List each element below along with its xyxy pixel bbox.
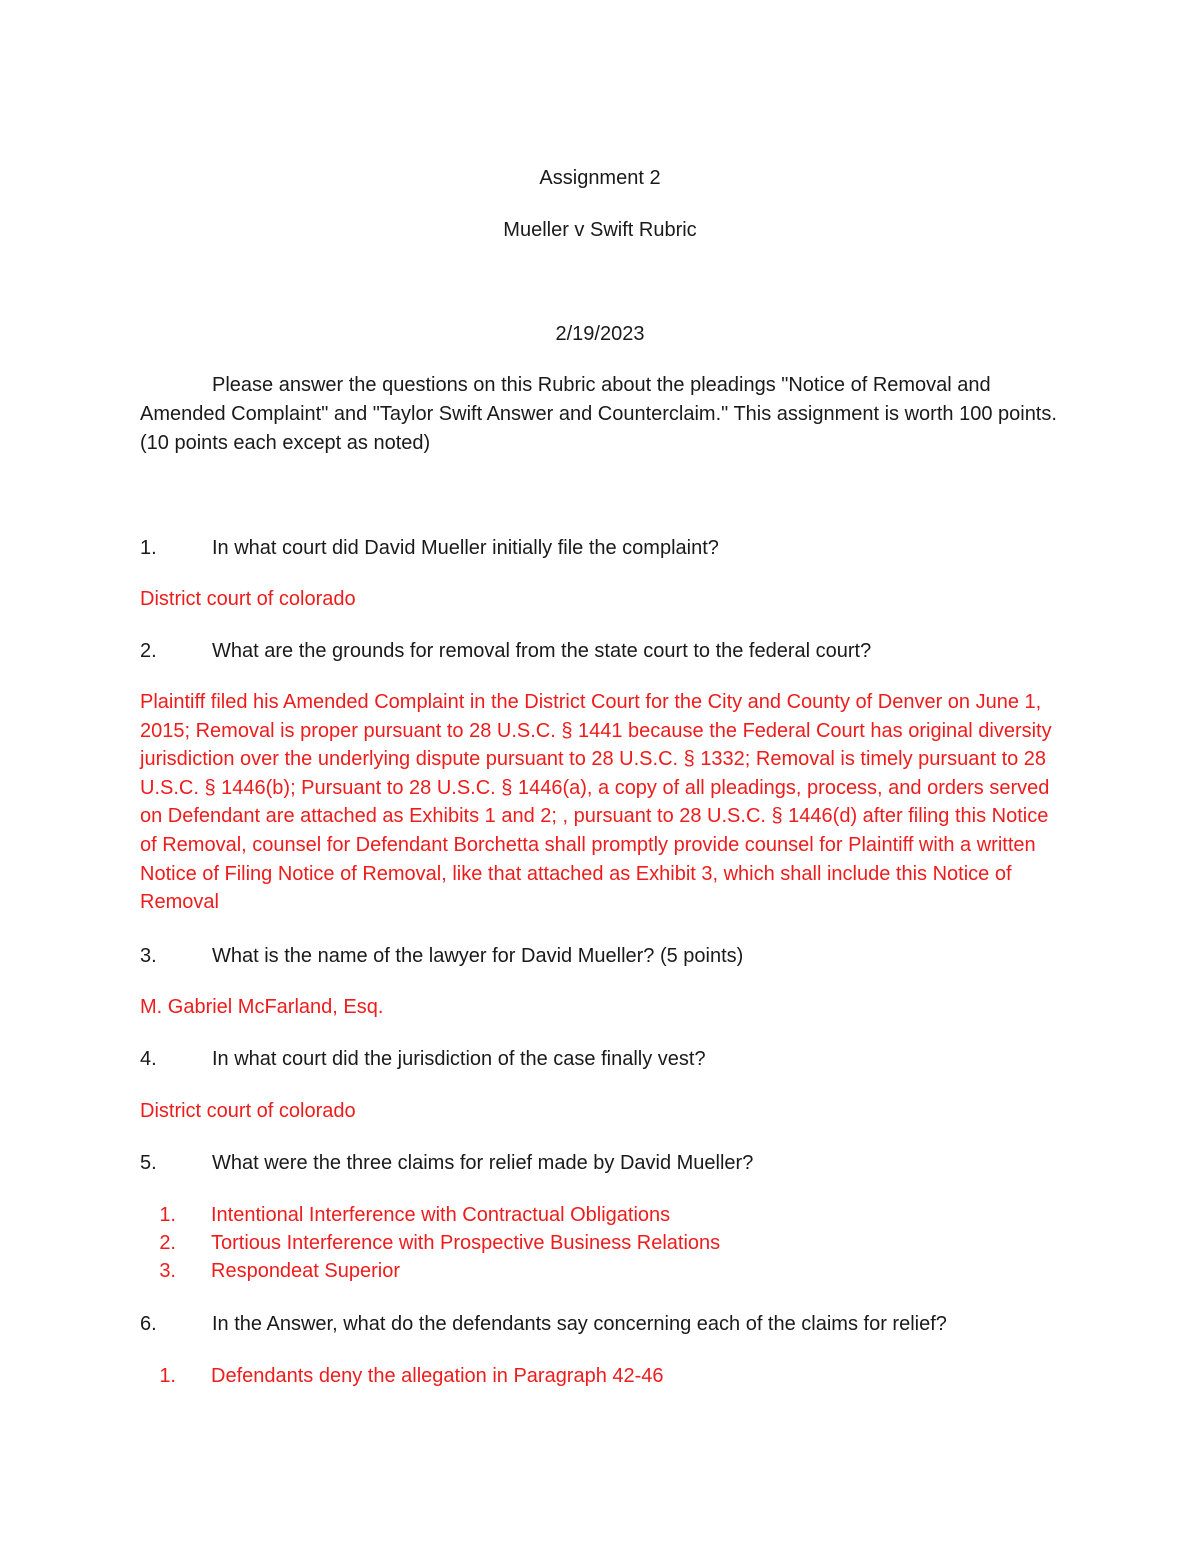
question-text: What are the grounds for removal from the state court to the federal court?: [212, 640, 872, 662]
answer-2: Plaintiff filed his Amended Complaint in the District Court for the City and County of Denver on June 1, 2015; Removal is proper pursuant to 28 U.S.C. § 1441 because the Federal Court has original diversity jurisdiction over the underlying dispute pursuant to 28 U.S.C. § 1332; Removal is timely pursuant to 28 U.S.C. § 1446(b); Pursuant to 28 U.S.C. § 1446(a), a copy of all pleadings, process, and orders served on Defendant are attached as Exhibits 1 and 2; , pursuant to 28 U.S.C. § 1446(d) after filing this Notice of Removal, counsel for Defendant Borchetta shall promptly provide counsel for Plaintiff with a written Notice of Filing Notice of Removal, like that attached as Exhibit 3, which shall include this Notice of Removal: [140, 691, 1052, 914]
document-subtitle: Mueller v Swift Rubric: [503, 219, 697, 241]
question-text: In the Answer, what do the defendants say concerning each of the claims for relief?: [212, 1313, 947, 1335]
question-number: 6.: [140, 1313, 157, 1335]
list-item-text: Defendants deny the allegation in Paragraph 42-46: [211, 1365, 664, 1387]
question-1: [140, 536, 1070, 560]
answer-6-list: [140, 1362, 1070, 1390]
question-number: 3.: [140, 945, 157, 967]
question-text: In what court did David Mueller initially file the complaint?: [212, 537, 719, 559]
list-item: [140, 1257, 1070, 1285]
list-item-text: Tortious Interference with Prospective Business Relations: [211, 1232, 721, 1254]
question-text: In what court did the jurisdiction of the case finally vest?: [212, 1048, 706, 1070]
list-item-text: Intentional Interference with Contractual Obligations: [211, 1204, 671, 1226]
answer-3: M. Gabriel McFarland, Esq.: [140, 996, 384, 1018]
list-item-number: 3.: [159, 1260, 176, 1282]
answer-5-list: [140, 1201, 1070, 1285]
list-item-number: 2.: [159, 1232, 176, 1254]
intro-paragraph: Please answer the questions on this Rubric about the pleadings "Notice of Removal and Amended Complaint" and "Taylor Swift Answer and Counterclaim." This assignment is worth 100 points. (10 points each except as noted): [140, 374, 1057, 454]
question-number: 1.: [140, 537, 157, 559]
question-text: What were the three claims for relief made by David Mueller?: [212, 1152, 754, 1174]
document-title: Assignment 2: [539, 167, 661, 189]
question-2: [140, 639, 1070, 663]
question-3: [140, 944, 1070, 968]
question-4: [140, 1047, 1070, 1071]
question-text: What is the name of the lawyer for David Mueller? (5 points): [212, 945, 744, 967]
question-5: [140, 1151, 1070, 1175]
list-item: [140, 1229, 1070, 1257]
list-item-number: 1.: [159, 1204, 176, 1226]
list-item-number: 1.: [159, 1365, 176, 1387]
question-number: 4.: [140, 1048, 157, 1070]
question-6: [140, 1312, 1070, 1336]
answer-1: District court of colorado: [140, 588, 356, 610]
list-item: [140, 1201, 1070, 1229]
question-number: 5.: [140, 1152, 157, 1174]
answer-4: District court of colorado: [140, 1100, 356, 1122]
question-number: 2.: [140, 640, 157, 662]
list-item: [140, 1362, 1070, 1390]
list-item-text: Respondeat Superior: [211, 1260, 401, 1282]
document-date: 2/19/2023: [555, 323, 645, 345]
